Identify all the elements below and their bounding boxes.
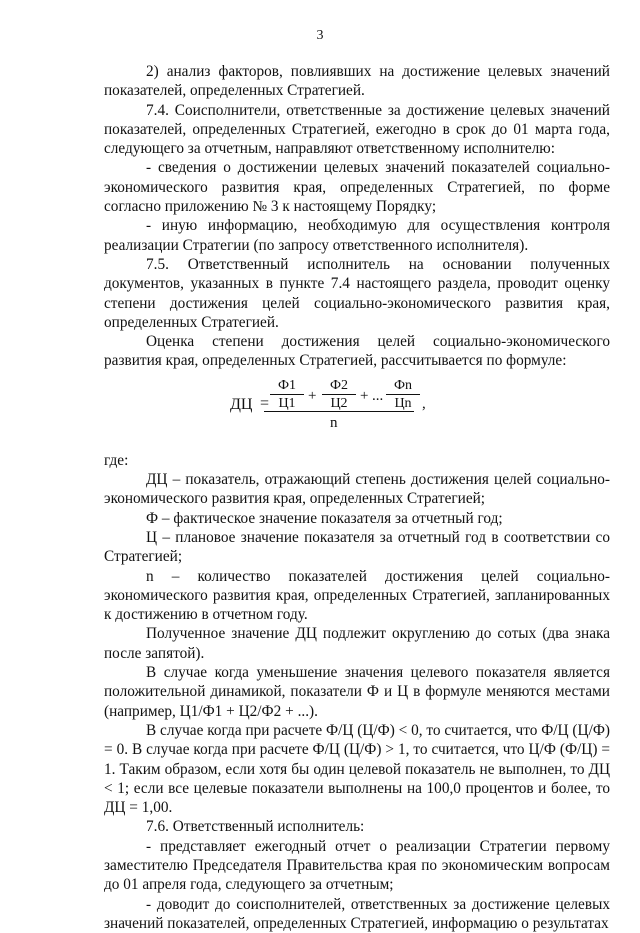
formula-numerator: Ф1	[270, 377, 304, 395]
paragraph: - представляет ежегодный отчет о реализации Стратегии первому заместителю Председателя Правительства края по экономическим вопросам до 01 апреля года, следующего за отчетным;	[104, 837, 610, 894]
formula-comma: ,	[422, 395, 426, 412]
paragraph: 7.4. Соисполнители, ответственные за достижение целевых значений показателей, определенных Стратегией, ежегодно в срок до 01 марта года, следующего за отчетным, направляют ответственному исполнителю:	[104, 101, 610, 158]
paragraph: Полученное значение ДЦ подлежит округлению до сотых (два знака после запятой).	[104, 625, 610, 662]
paragraph: ДЦ – показатель, отражающий степень достижения целей социально-экономического развития края, определенных Стратегией;	[104, 471, 610, 508]
paragraph: 7.6. Ответственный исполнитель:	[146, 818, 365, 836]
formula-numerator: Ф2	[322, 377, 356, 395]
page-number: 3	[316, 28, 324, 43]
paragraph: 7.5. Ответственный исполнитель на основании полученных документов, указанных в пункте 7.4 настоящего раздела, проводит оценку степени достижения целей социально-экономического развития края, определенных Стратегией.	[104, 255, 610, 331]
formula-denominator: Ц2	[330, 395, 348, 411]
paragraph: 2) анализ факторов, повлиявших на достижение целевых значений показателей, определенных Стратегией.	[104, 63, 610, 100]
formula-denominator: Ц1	[278, 395, 296, 411]
formula-ellipsis: ...	[372, 387, 384, 404]
paragraph: Оценка степени достижения целей социально-экономического развития края, определенных Стратегией, рассчитывается по формуле:	[104, 333, 610, 370]
document-body	[104, 62, 610, 933]
formula-numerator: Фn	[386, 377, 420, 395]
paragraph: - сведения о достижении целевых значений показателей социально-экономического развития края, определенных Стратегией, по форме согласно приложению № 3 к настоящему Порядку;	[104, 159, 610, 216]
formula-n-denominator: n	[330, 414, 338, 431]
formula-fraction-1	[270, 377, 304, 412]
paragraph: Ц – плановое значение показателя за отчетный год в соответствии со Стратегией;	[104, 528, 610, 566]
formula-equals: =	[260, 394, 270, 412]
paragraph: - доводит до соисполнителей, ответственных за достижение целевых значений показателей, определенных Стратегией, информацию о результатах	[104, 895, 610, 932]
paragraph: - иную информацию, необходимую для осуществления контроля реализации Стратегии (по запросу ответственного исполнителя).	[104, 217, 610, 254]
formula-fraction-n	[386, 377, 420, 412]
paragraph: В случае когда при расчете Ф/Ц (Ц/Ф) < 0, то считается, что Ф/Ц (Ц/Ф) = 0. В случае когда при расчете Ф/Ц (Ц/Ф) > 1, то считается, что Ц/Ф (Ф/Ц) = 1. Таким образом, если хотя бы один целевой показатель не выполнен, то ДЦ < 1; если все целевые показатели выполнены на 100,0 процентов и более, то ДЦ = 1,00.	[104, 721, 610, 817]
paragraph: В случае когда уменьшение значения целевого показателя является положительной динамикой, показатели Ф и Ц в формуле меняются местами (например, Ц1/Ф1 + Ц2/Ф2 + ...).	[104, 664, 610, 720]
paragraph: Ф – фактическое значение показателя за отчетный год;	[146, 509, 503, 527]
formula-main-fraction-bar	[264, 411, 414, 412]
where-label: где:	[104, 451, 129, 469]
formula	[104, 377, 610, 443]
formula-denominator: Цn	[394, 395, 412, 411]
paragraph: n – количество показателей достижения целей социально-экономического развития края, определенных Стратегией, запланированных к достижению в отчетном году.	[104, 567, 610, 624]
formula-plus: +	[360, 387, 369, 404]
formula-fraction-2	[322, 377, 356, 412]
formula-plus: +	[308, 387, 317, 404]
formula-lhs: ДЦ	[230, 395, 253, 413]
